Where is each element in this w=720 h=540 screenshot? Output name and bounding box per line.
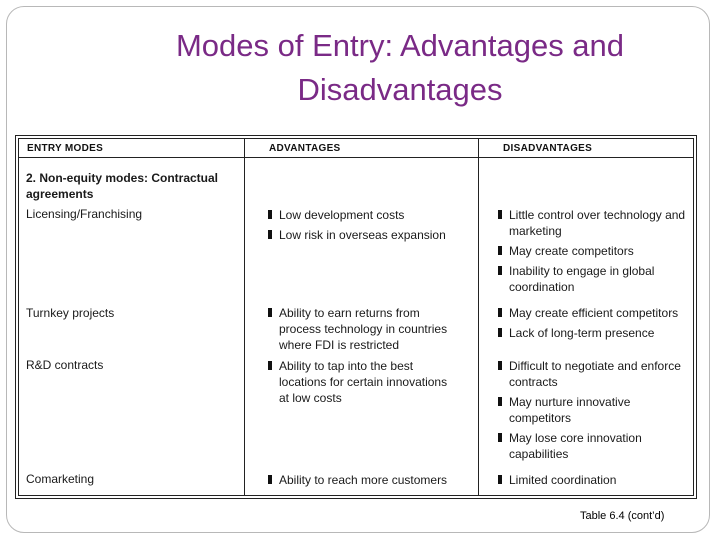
list-item: May create competitors bbox=[497, 243, 687, 259]
list-item: Little control over technology and marketing bbox=[497, 207, 687, 239]
table-header-row bbox=[18, 138, 694, 158]
disadvantages-list-comarketing bbox=[497, 472, 687, 492]
list-item: Difficult to negotiate and enforce contracts bbox=[497, 358, 687, 390]
list-item: Low development costs bbox=[267, 207, 467, 223]
list-item: Inability to engage in global coordination bbox=[497, 263, 687, 295]
list-item: Limited coordination bbox=[497, 472, 687, 488]
disadvantages-list-turnkey bbox=[497, 305, 687, 345]
slide-title-line2: Disadvantages bbox=[297, 72, 503, 107]
list-item: Ability to reach more customers bbox=[267, 472, 457, 488]
disadvantages-list-rd bbox=[497, 358, 687, 466]
table-caption: Table 6.4 (cont’d) bbox=[580, 510, 665, 522]
header-disadvantages: DISADVANTAGES bbox=[503, 143, 593, 154]
list-item: Ability to tap into the best locations for certain innovations at low costs bbox=[267, 358, 457, 406]
list-item: May lose core innovation capabilities bbox=[497, 430, 687, 462]
section-title: 2. Non-equity modes: Contractual agreements bbox=[26, 171, 219, 201]
disadvantages-list-licensing bbox=[497, 207, 687, 299]
entry-mode-comarketing: Comarketing bbox=[26, 472, 95, 486]
slide-title bbox=[100, 24, 700, 112]
slide-title-line1: Modes of Entry: Advantages and bbox=[175, 28, 625, 63]
column-divider bbox=[244, 158, 245, 495]
list-item: Lack of long-term presence bbox=[497, 325, 687, 341]
list-item: May create efficient competitors bbox=[497, 305, 687, 321]
header-advantages: ADVANTAGES bbox=[269, 143, 341, 154]
list-item: Ability to earn returns from process technology in countries where FDI is restricted bbox=[267, 305, 457, 353]
header-entry-modes: ENTRY MODES bbox=[27, 143, 104, 154]
advantages-list-comarketing bbox=[267, 472, 457, 492]
list-item: Low risk in overseas expansion bbox=[267, 227, 467, 243]
entry-mode-licensing: Licensing/Franchising bbox=[26, 207, 143, 221]
entry-mode-rd-contracts: R&D contracts bbox=[26, 358, 104, 372]
list-item: May nurture innovative competitors bbox=[497, 394, 687, 426]
entry-modes-table bbox=[15, 135, 697, 499]
entry-mode-turnkey: Turnkey projects bbox=[26, 306, 115, 320]
column-divider bbox=[478, 139, 479, 157]
advantages-list-licensing bbox=[267, 207, 467, 247]
column-divider bbox=[244, 139, 245, 157]
column-divider bbox=[478, 158, 479, 495]
advantages-list-rd bbox=[267, 358, 457, 410]
table-body bbox=[18, 158, 694, 496]
advantages-list-turnkey bbox=[267, 305, 457, 357]
